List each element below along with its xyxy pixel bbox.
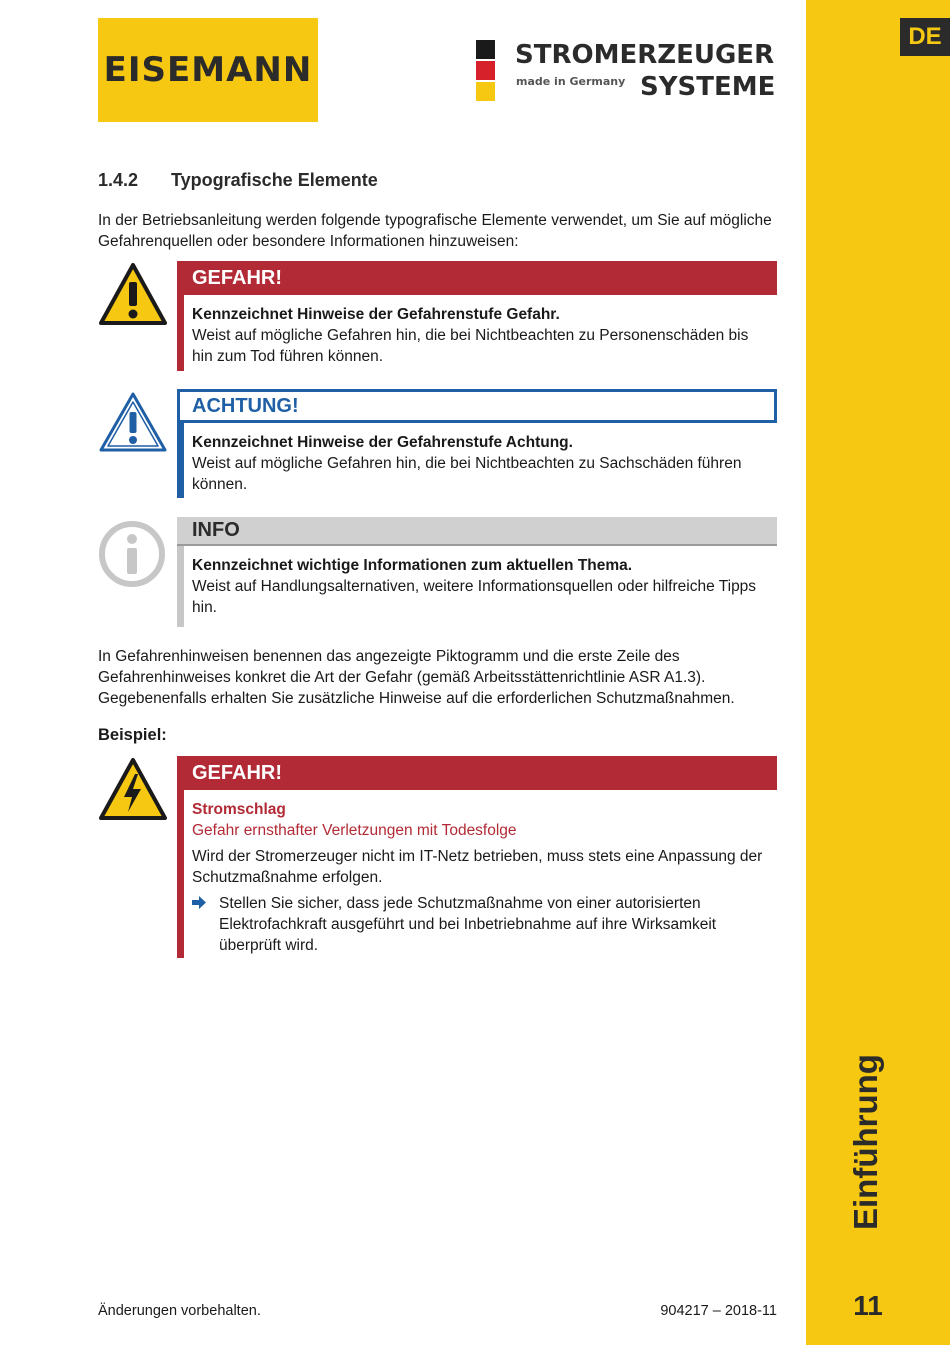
notice-body xyxy=(192,432,772,495)
notice-bold-line: Kennzeichnet Hinweise der Gefahrenstufe Gefahr. xyxy=(192,306,560,323)
notice-text: Weist auf Handlungsalternativen, weitere Informationsquellen oder hilfreiche Tipps hin. xyxy=(192,578,757,616)
notice-header: GEFAHR! xyxy=(177,756,777,790)
brand-tagline: made in Germany xyxy=(516,75,626,88)
notice-body xyxy=(192,304,772,367)
footer-disclaimer: Änderungen vorbehalten. xyxy=(98,1303,261,1319)
example-danger-notice xyxy=(177,756,777,958)
eisemann-logo xyxy=(98,18,318,122)
intro-paragraph: In der Betriebsanleitung werden folgende typografische Elemente verwendet, um Sie auf mögliche Gefahrenquellen oder besondere Informationen hinzuweisen: xyxy=(98,212,772,250)
action-text: Stellen Sie sicher, dass jede Schutzmaßnahme von einer autorisierten Elektrofachkraft ausgeführt und bei Inbetriebnahme auf ihre Wirksamkeit überprüft wird. xyxy=(219,895,717,954)
action-step xyxy=(192,893,772,956)
notice-text: Wird der Stromerzeuger nicht im IT-Netz betrieben, muss stets eine Anpassung der Schutzmaßnahme erfolgen. xyxy=(192,848,763,886)
notice-bold-line: Kennzeichnet Hinweise der Gefahrenstufe Achtung. xyxy=(192,434,573,451)
page-number: 11 xyxy=(853,1290,883,1321)
danger-notice xyxy=(177,261,777,371)
hazard-consequence: Gefahr ernsthafter Verletzungen mit Todesfolge xyxy=(192,822,517,839)
notice-text: Weist auf mögliche Gefahren hin, die bei Nichtbeachten zu Sachschäden führen können. xyxy=(192,455,742,493)
footer-document-id: 904217 – 2018-11 xyxy=(660,1303,777,1319)
notice-body xyxy=(192,799,772,956)
notice-text: Weist auf mögliche Gefahren hin, die bei Nichtbeachten zu Personenschäden bis hin zum Tod führen können. xyxy=(192,327,749,365)
notice-header: GEFAHR! xyxy=(177,261,777,295)
section-number: 1.4.2 xyxy=(98,170,139,190)
brand-title-line1: STROMERZEUGER xyxy=(515,40,775,70)
language-badge: DE xyxy=(900,18,950,56)
hazard-title: Stromschlag xyxy=(192,801,286,818)
section-title: Typografische Elemente xyxy=(171,170,378,190)
caution-exclamation-icon xyxy=(98,391,168,453)
info-notice xyxy=(177,517,777,627)
arrow-right-icon xyxy=(192,896,206,909)
caution-notice xyxy=(177,389,777,498)
info-icon xyxy=(98,520,166,588)
warning-exclamation-icon xyxy=(98,262,168,326)
brand-title-line2: SYSTEME xyxy=(640,72,776,102)
chapter-title: Einführung xyxy=(847,1054,884,1230)
explanation-paragraph: In Gefahrenhinweisen benennen das angezeigte Piktogramm und die erste Zeile des Gefahrenhinweises konkret die Art der Gefahr (gemäß Arbeitsstättenrichtlinie ASR A1.3). Gegebenenfalls erhalten Sie zusätzliche Hinweise auf die erforderlichen Schutzmaßnahmen. xyxy=(98,648,735,707)
german-flag-icon xyxy=(476,40,495,103)
notice-bold-line: Kennzeichnet wichtige Informationen zum aktuellen Thema. xyxy=(192,557,633,574)
notice-header: ACHTUNG! xyxy=(177,389,777,423)
electric-shock-warning-icon xyxy=(98,757,168,821)
section-heading xyxy=(98,170,378,191)
logo-text: EISEMANN xyxy=(103,50,313,90)
notice-header: INFO xyxy=(177,517,777,546)
notice-body xyxy=(192,555,772,618)
example-label: Beispiel: xyxy=(98,726,167,744)
